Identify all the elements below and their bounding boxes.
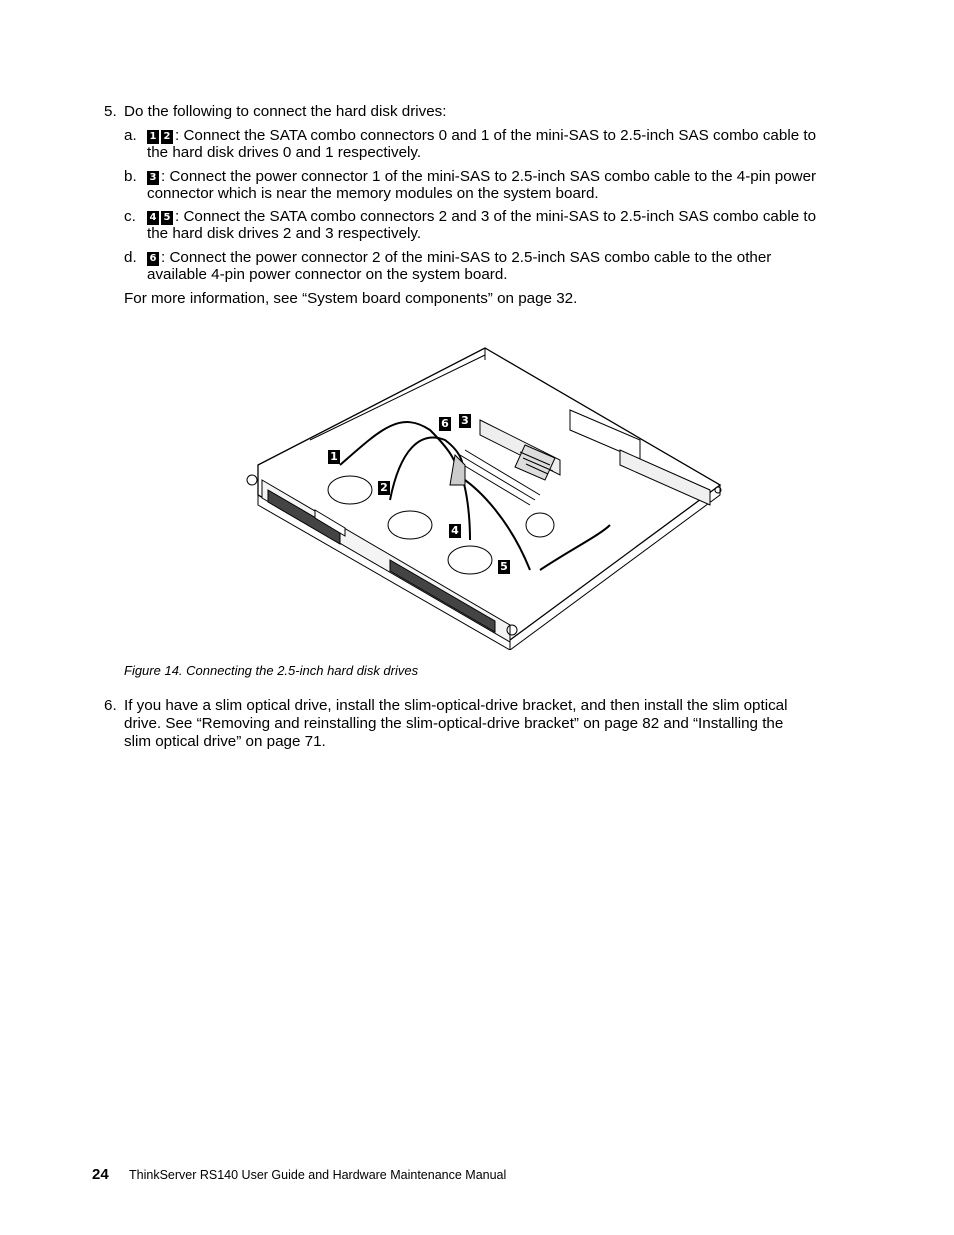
- callout-badge: 5: [498, 560, 510, 574]
- substep-line: [147, 127, 816, 145]
- callout-badge: 1: [328, 450, 340, 464]
- substep-text: connector which is near the memory modules on the system board.: [147, 185, 599, 202]
- figure-caption: Figure 14. Connecting the 2.5-inch hard disk drives: [124, 663, 419, 678]
- substep-text: : Connect the SATA combo connectors 2 and 3 of the mini-SAS to 2.5-inch SAS combo cable to: [175, 208, 817, 225]
- substep-letter: c.: [124, 208, 136, 225]
- substep-letter: b.: [124, 168, 137, 185]
- substep-text: the hard disk drives 2 and 3 respectively.: [147, 225, 422, 242]
- page-number: 24: [92, 1166, 109, 1183]
- substep-line: [147, 168, 816, 186]
- callout-badge: 3: [459, 414, 471, 428]
- callout-badge: 6: [147, 252, 159, 266]
- server-cabling-illustration: [240, 340, 740, 650]
- step-text: If you have a slim optical drive, install the slim-optical-drive bracket, and then install the slim optical: [124, 697, 788, 714]
- step-text: slim optical drive” on page 71.: [124, 733, 326, 750]
- step-text: drive. See “Removing and reinstalling the slim-optical-drive bracket” on page 82 and “Installing the: [124, 715, 784, 732]
- callout-badge: 5: [161, 211, 173, 225]
- substep-text: the hard disk drives 0 and 1 respectively.: [147, 144, 422, 161]
- substep-line: [147, 249, 771, 267]
- more-info-text: For more information, see “System board components” on page 32.: [124, 290, 578, 307]
- substep-text: : Connect the SATA combo connectors 0 and 1 of the mini-SAS to 2.5-inch SAS combo cable to: [175, 127, 817, 144]
- callout-badge: 3: [147, 171, 159, 185]
- footer-title: ThinkServer RS140 User Guide and Hardware Maintenance Manual: [129, 1168, 507, 1182]
- step-number: 6.: [104, 697, 117, 714]
- callout-badge: 4: [147, 211, 159, 225]
- substep-line: [147, 208, 816, 226]
- substep-letter: d.: [124, 249, 137, 266]
- step-intro: Do the following to connect the hard disk drives:: [124, 103, 447, 120]
- substep-text: : Connect the power connector 2 of the mini-SAS to 2.5-inch SAS combo cable to the other: [161, 249, 772, 266]
- callout-badge: 2: [378, 481, 390, 495]
- substep-text: : Connect the power connector 1 of the mini-SAS to 2.5-inch SAS combo cable to the 4-pin power: [161, 168, 817, 185]
- callout-badge: 2: [161, 130, 173, 144]
- step-number: 5.: [104, 103, 117, 120]
- callout-badge: 1: [147, 130, 159, 144]
- substep-text: available 4-pin power connector on the system board.: [147, 266, 508, 283]
- substep-letter: a.: [124, 127, 137, 144]
- callout-badge: 4: [449, 524, 461, 538]
- callout-badge: 6: [439, 417, 451, 431]
